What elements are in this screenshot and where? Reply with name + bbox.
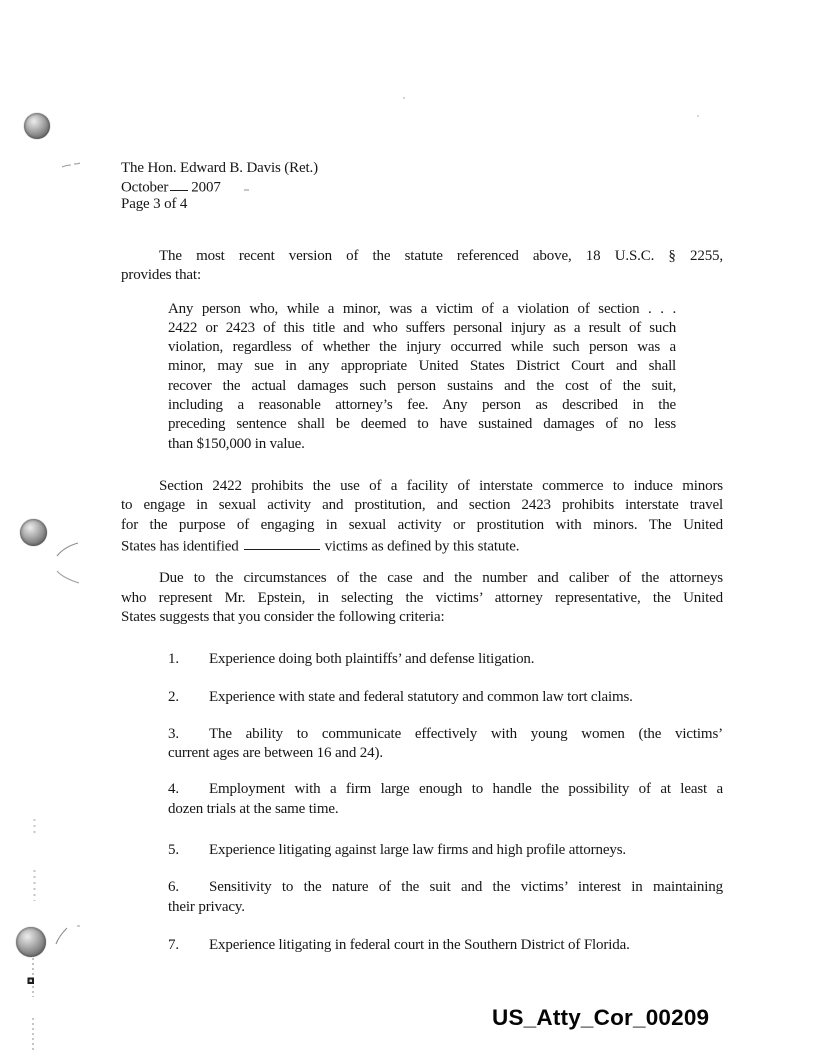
- date-year: 2007: [191, 179, 221, 195]
- item-number: 7.: [168, 936, 179, 953]
- letter-header: [121, 160, 723, 212]
- paragraph-line: Due to the circumstances of the case and the number and caliber of the attorneys: [159, 570, 723, 587]
- item-text: Experience litigating against large law firms and high profile attorneys.: [209, 842, 626, 859]
- hole-punch-mark: [16, 927, 46, 957]
- blockquote-line: recover the actual damages such person sustains and the cost of the suit,: [168, 377, 676, 394]
- paragraph-line: to engage in sexual activity and prostitution, and section 2423 prohibits interstate travel: [121, 497, 723, 514]
- paragraph-line: The most recent version of the statute referenced above, 18 U.S.C. § 2255,: [159, 248, 723, 264]
- hole-punch-mark: [24, 113, 50, 139]
- criteria-item: [121, 650, 723, 669]
- item-line: [168, 650, 723, 669]
- victims-count-prefix: States has identified: [121, 538, 239, 555]
- paragraph-line: provides that:: [121, 267, 201, 284]
- letter-body: [121, 160, 723, 955]
- item-text: Sensitivity to the nature of the suit and the victims’ interest in maintaining: [209, 879, 723, 896]
- item-number: 4.: [168, 781, 179, 798]
- criteria-paragraph: [121, 569, 723, 627]
- statute-paragraph: [121, 477, 723, 556]
- item-text: Experience litigating in federal court in the Southern District of Florida.: [209, 936, 630, 953]
- item-line: [168, 841, 723, 860]
- item-number: 6.: [168, 879, 179, 896]
- item-line: dozen trials at the same time.: [168, 800, 339, 817]
- item-number: 1.: [168, 651, 179, 668]
- blockquote-line: than $150,000 in value.: [168, 435, 305, 452]
- paragraph-line: Section 2422 prohibits the use of a facility of interstate commerce to induce minors: [159, 477, 723, 494]
- item-number: 5.: [168, 842, 179, 859]
- paragraph-line: States suggests that you consider the following criteria:: [121, 609, 445, 625]
- item-line: [168, 780, 723, 799]
- recipient-line: The Hon. Edward B. Davis (Ret.): [121, 160, 318, 176]
- bates-number: US_Atty_Cor_00209: [492, 1005, 710, 1030]
- item-number: 3.: [168, 725, 179, 742]
- criteria-item: [121, 878, 723, 917]
- item-line: current ages are between 16 and 24).: [168, 745, 383, 762]
- item-line: [168, 878, 723, 897]
- page-number-line: Page 3 of 4: [121, 195, 188, 212]
- date-blank-underline: [170, 177, 188, 192]
- item-text: Experience with state and federal statutory and common law tort claims.: [209, 688, 633, 705]
- criteria-list: [121, 650, 723, 955]
- paragraph-line: [121, 535, 723, 557]
- item-line: their privacy.: [168, 898, 245, 915]
- blockquote-line: 2422 or 2423 of this title and who suffers personal injury as a result of such: [168, 319, 676, 336]
- date-line: [121, 177, 723, 196]
- blockquote-line: including a reasonable attorney’s fee. Any person as described in the: [168, 397, 676, 414]
- hole-punch-mark: [20, 519, 47, 546]
- item-line: [168, 725, 723, 744]
- criteria-item: [121, 936, 723, 955]
- criteria-item: [121, 780, 723, 819]
- victims-count-suffix: victims as defined by this statute.: [324, 538, 520, 555]
- blockquote-line: minor, may sue in any appropriate United States District Court and shall: [168, 358, 676, 375]
- item-text: The ability to communicate effectively with young women (the victims’: [209, 725, 723, 742]
- statute-blockquote: [168, 300, 676, 454]
- item-text: Employment with a firm large enough to handle the possibility of at least a: [209, 781, 723, 798]
- criteria-item: [121, 841, 723, 860]
- intro-paragraph: [121, 247, 723, 286]
- blockquote-line: violation, regardless of whether the injury occurred while such person was a: [168, 339, 676, 356]
- criteria-item: [121, 688, 723, 707]
- item-number: 2.: [168, 688, 179, 705]
- item-line: [168, 936, 723, 955]
- paragraph-line: for the purpose of engaging in sexual activity or prostitution with minors. The United: [121, 516, 723, 533]
- item-line: [168, 688, 723, 707]
- date-month: October: [121, 179, 169, 195]
- item-text: Experience doing both plaintiffs’ and defense litigation.: [209, 651, 535, 668]
- blockquote-line: Any person who, while a minor, was a victim of a violation of section . . .: [168, 300, 676, 317]
- criteria-item: [121, 725, 723, 764]
- paragraph-line: who represent Mr. Epstein, in selecting the victims’ attorney representative, the United: [121, 589, 723, 606]
- victims-blank-underline: [244, 535, 320, 550]
- blockquote-line: preceding sentence shall be deemed to have sustained damages of no less: [168, 416, 676, 433]
